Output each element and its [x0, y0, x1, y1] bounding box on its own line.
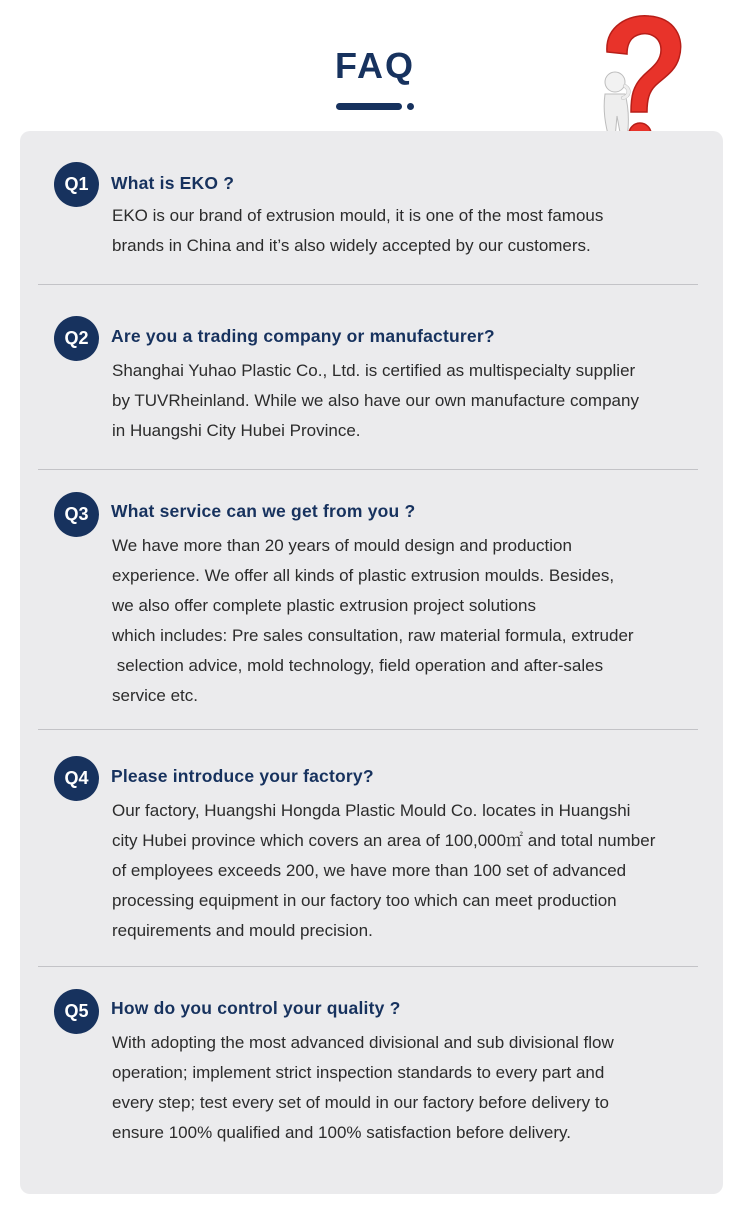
- answer-text: [112, 531, 634, 711]
- page-title: FAQ: [334, 45, 415, 86]
- answer-text: [112, 796, 655, 946]
- answer-line: ensure 100% qualified and 100% satisfaction before delivery.: [112, 1123, 571, 1142]
- answer-line: in Huangshi City Hubei Province.: [112, 421, 361, 440]
- divider: [38, 469, 698, 470]
- answer-line: experience. We offer all kinds of plastic extrusion moulds. Besides,: [112, 566, 615, 585]
- answer-line: operation; implement strict inspection standards to every part and: [112, 1063, 605, 1082]
- question-badge: Q1: [54, 162, 99, 207]
- divider: [38, 284, 698, 285]
- answer-line: Our factory, Huangshi Hongda Plastic Mould Co. locates in Huangshi: [112, 801, 631, 820]
- question-text: Please introduce your factory?: [111, 766, 374, 786]
- question-text: How do you control your quality ?: [111, 998, 401, 1018]
- answer-line: which includes: Pre sales consultation, raw material formula, extruder: [112, 626, 634, 645]
- question-badge: Q2: [54, 316, 99, 361]
- faq-card: [20, 131, 723, 1194]
- answer-line: We have more than 20 years of mould design and production: [112, 536, 572, 555]
- answer-line: requirements and mould precision.: [112, 921, 373, 940]
- answer-line: brands in China and it’s also widely accepted by our customers.: [112, 236, 591, 255]
- title-underline-dot: [407, 103, 414, 110]
- question-badge: Q3: [54, 492, 99, 537]
- answer-line: service etc.: [112, 686, 198, 705]
- answer-line: of employees exceeds 200, we have more than 100 set of advanced: [112, 861, 627, 880]
- answer-text: [112, 1028, 614, 1148]
- answer-line: Shanghai Yuhao Plastic Co., Ltd. is certified as multispecialty supplier: [112, 361, 636, 380]
- answer-line: every step; test every set of mould in our factory before delivery to: [112, 1093, 610, 1112]
- question-text: What service can we get from you ?: [111, 501, 416, 521]
- question-badge: Q5: [54, 989, 99, 1034]
- answer-line: city Hubei province which covers an area of 100,000㎡ and total number: [112, 831, 656, 850]
- question-text: Are you a trading company or manufacturer?: [111, 326, 495, 346]
- answer-line: selection advice, mold technology, field operation and after-sales: [112, 656, 604, 675]
- question-badge: Q4: [54, 756, 99, 801]
- divider: [38, 729, 698, 730]
- question-text: What is EKO ?: [111, 173, 235, 193]
- divider: [38, 966, 698, 967]
- answer-line: EKO is our brand of extrusion mould, it is one of the most famous: [112, 206, 604, 225]
- answer-line: With adopting the most advanced divisional and sub divisional flow: [112, 1033, 614, 1052]
- answer-text: [112, 356, 639, 446]
- title-underline: [336, 103, 402, 110]
- answer-text: [112, 201, 603, 261]
- answer-line: by TUVRheinland. While we also have our own manufacture company: [112, 391, 639, 410]
- answer-line: processing equipment in our factory too which can meet production: [112, 891, 617, 910]
- answer-line: we also offer complete plastic extrusion project solutions: [112, 596, 536, 615]
